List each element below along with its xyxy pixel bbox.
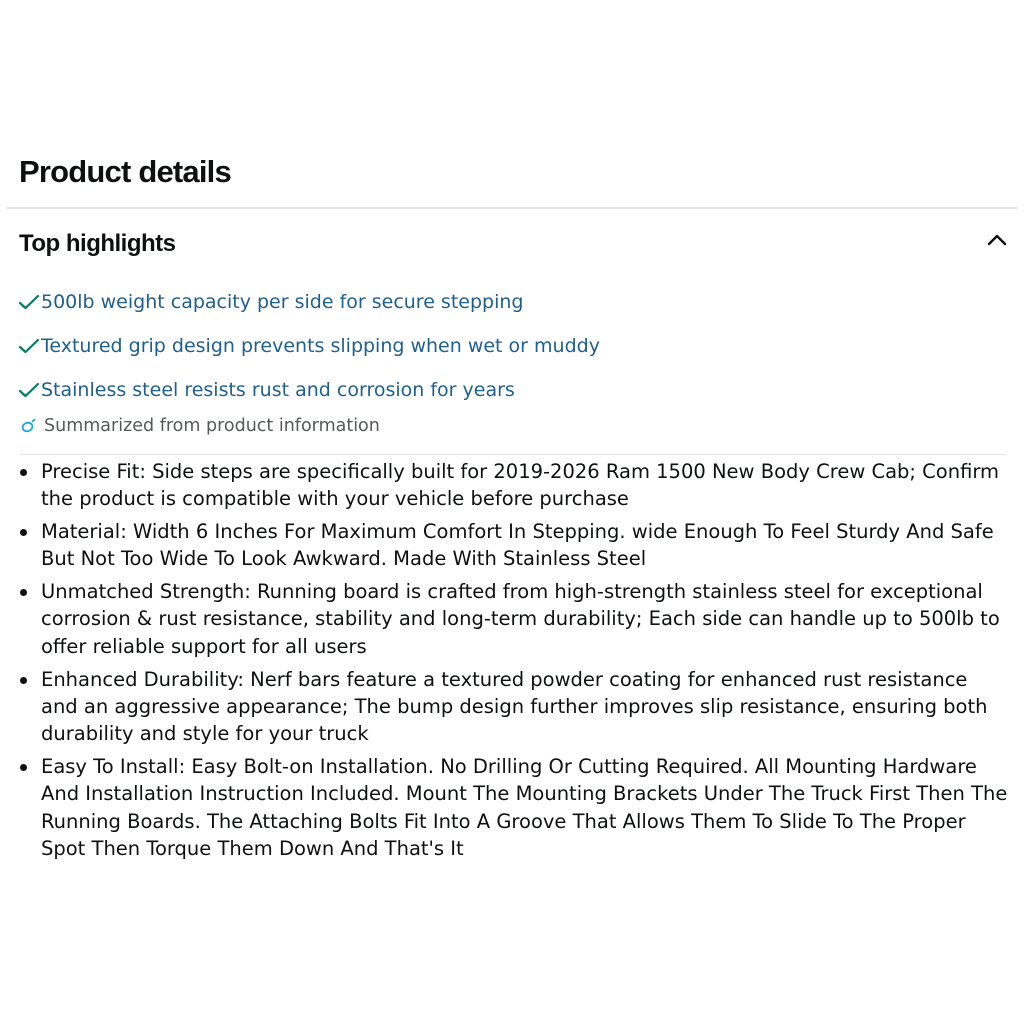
check-icon [18,337,40,355]
highlight-item [18,368,600,412]
feature-bullet [18,666,1008,748]
feature-bullet-text: Unmatched Strength: Running board is crafted from high-strength stainless steel for exceptional corrosion & rust resistance, stability and long-term durability; Each side can handle up to 500lb to offer reliable support for all users [41,580,1000,658]
highlight-text: Textured grip design prevents slipping when wet or muddy [41,335,600,357]
check-icon [18,381,40,399]
feature-bullet-text: Enhanced Durability: Nerf bars feature a textured powder coating for enhanced rust resistance and an aggressive appearance; The bump design further improves slip resistance, ensuring both durability and style for your truck [41,667,988,746]
ai-summary-note [20,411,380,441]
highlights-divider [20,454,1006,455]
feature-bullet-text: Precise Fit: Side steps are specifically built for 2019-2026 Ram 1500 New Body Crew Cab; Confirm the product is compatible with your vehicle before purchase [41,460,1000,511]
highlight-item [18,280,600,324]
feature-bullet [18,518,1008,573]
feature-bullet-list [18,458,1008,868]
bullet-dot-icon [20,589,27,596]
highlights-list [18,280,600,412]
check-icon [18,293,40,311]
highlight-item [18,324,600,368]
bullet-dot-icon [20,764,27,771]
bullet-dot-icon [20,529,27,536]
feature-bullet [18,578,1008,660]
top-highlights-heading: Top highlights [19,230,176,257]
feature-bullet [18,458,1008,513]
section-divider [6,207,1018,209]
bullet-dot-icon [20,677,27,684]
highlight-text: 500lb weight capacity per side for secure stepping [41,291,524,313]
chevron-up-icon [987,233,1007,247]
highlight-text: Stainless steel resists rust and corrosion for years [41,379,515,401]
collapse-toggle-button[interactable] [984,228,1010,252]
feature-bullet [18,753,1008,862]
summary-note-text: Summarized from product information [44,416,380,436]
section-title: Product details [19,154,231,189]
feature-bullet-text: Material: Width 6 Inches For Maximum Comfort In Stepping. wide Enough To Feel Sturdy And Safe But Not Too Wide To Look Awkward. Made With Stainless Steel [41,520,994,571]
feature-bullet-text: Easy To Install: Easy Bolt-on Installation. No Drilling Or Cutting Required. All Mounting Hardware And Installation Instruction Included. Mount The Mounting Brackets Under The Truck First Then The Running Boards. The Attaching Bolts Fit Into A Groove That Allows Them To Slide To The Proper Spot Then Torque Them Down And That's It [41,754,1008,860]
ai-sparkle-icon [20,418,36,434]
bullet-dot-icon [20,469,27,476]
